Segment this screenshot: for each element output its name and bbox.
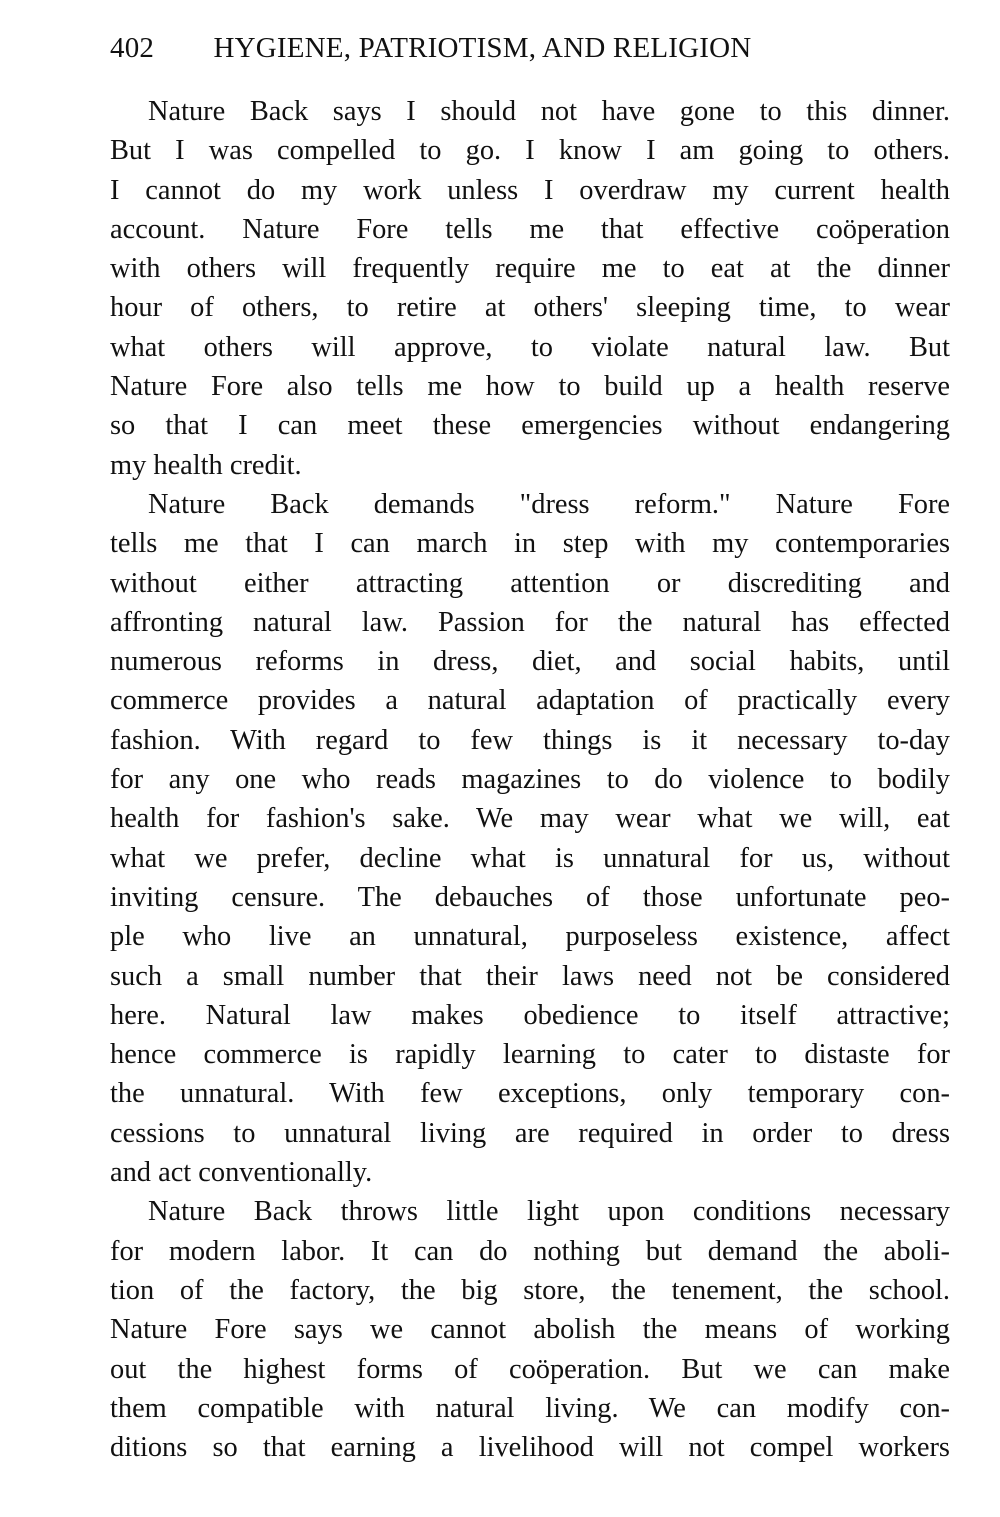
text-line: health for fashion's sake. We may wear what we will, eat: [110, 803, 950, 835]
text-line: hour of others, to retire at others' sleeping time, to wear: [110, 292, 950, 324]
text-line: so that I can meet these emergencies without endangering: [110, 410, 950, 442]
text-line: tells me that I can march in step with my contemporaries: [110, 528, 950, 560]
text-line: for any one who reads magazines to do violence to bodily: [110, 764, 950, 796]
text-line: and act conventionally.: [110, 1157, 373, 1189]
text-line: fashion. With regard to few things is it necessary to-day: [110, 724, 950, 756]
text-line: tion of the factory, the big store, the tenement, the school.: [110, 1274, 950, 1306]
text-line: Nature Back throws little light upon conditions necessary: [148, 1196, 950, 1228]
text-line: my health credit.: [110, 449, 302, 481]
text-line: I cannot do my work unless I overdraw my current health: [110, 174, 950, 206]
text-line: them compatible with natural living. We can modify con-: [110, 1392, 950, 1424]
running-head: [110, 28, 870, 68]
page-number: 402: [110, 32, 155, 64]
paragraph: [110, 92, 950, 485]
text-line: without either attracting attention or discrediting and: [110, 567, 950, 599]
text-line: affronting natural law. Passion for the natural has effected: [110, 606, 950, 638]
text-line: with others will frequently require me to eat at the dinner: [110, 253, 950, 285]
text-line: for modern labor. It can do nothing but demand the aboli-: [110, 1235, 950, 1267]
text-line: Nature Back says I should not have gone to this dinner.: [148, 96, 950, 127]
text-line: But I was compelled to go. I know I am going to others.: [110, 135, 950, 167]
text-line: such a small number that their laws need not be considered: [110, 960, 950, 992]
text-line: Nature Fore also tells me how to build up a health reserve: [110, 371, 950, 403]
text-line: Nature Fore says we cannot abolish the means of working: [110, 1314, 950, 1346]
text-line: what others will approve, to violate natural law. But: [110, 331, 950, 363]
text-line: hence commerce is rapidly learning to cater to distaste for: [110, 1039, 950, 1071]
text-line: inviting censure. The debauches of those unfortunate peo-: [110, 881, 950, 913]
paragraph: [110, 485, 950, 1192]
text-line: out the highest forms of coöperation. But we can make: [110, 1353, 950, 1385]
body-text: [110, 92, 950, 1467]
text-line: ple who live an unnatural, purposeless existence, affect: [110, 921, 950, 953]
paragraph: [110, 1192, 950, 1467]
text-line: what we prefer, decline what is unnatural for us, without: [110, 842, 950, 874]
text-line: Nature Back demands "dress reform." Nature Fore: [148, 488, 950, 520]
text-line: cessions to unnatural living are required in order to dress: [110, 1117, 950, 1149]
text-line: the unnatural. With few exceptions, only temporary con-: [110, 1078, 950, 1110]
text-line: numerous reforms in dress, diet, and social habits, until: [110, 646, 950, 678]
text-line: ditions so that earning a livelihood will not compel workers: [110, 1432, 950, 1464]
text-line: here. Natural law makes obedience to itself attractive;: [110, 999, 950, 1031]
running-title: HYGIENE, PATRIOTISM, AND RELIGION: [213, 32, 752, 64]
text-line: commerce provides a natural adaptation of practically every: [110, 685, 950, 717]
text-line: account. Nature Fore tells me that effective coöperation: [110, 213, 950, 245]
